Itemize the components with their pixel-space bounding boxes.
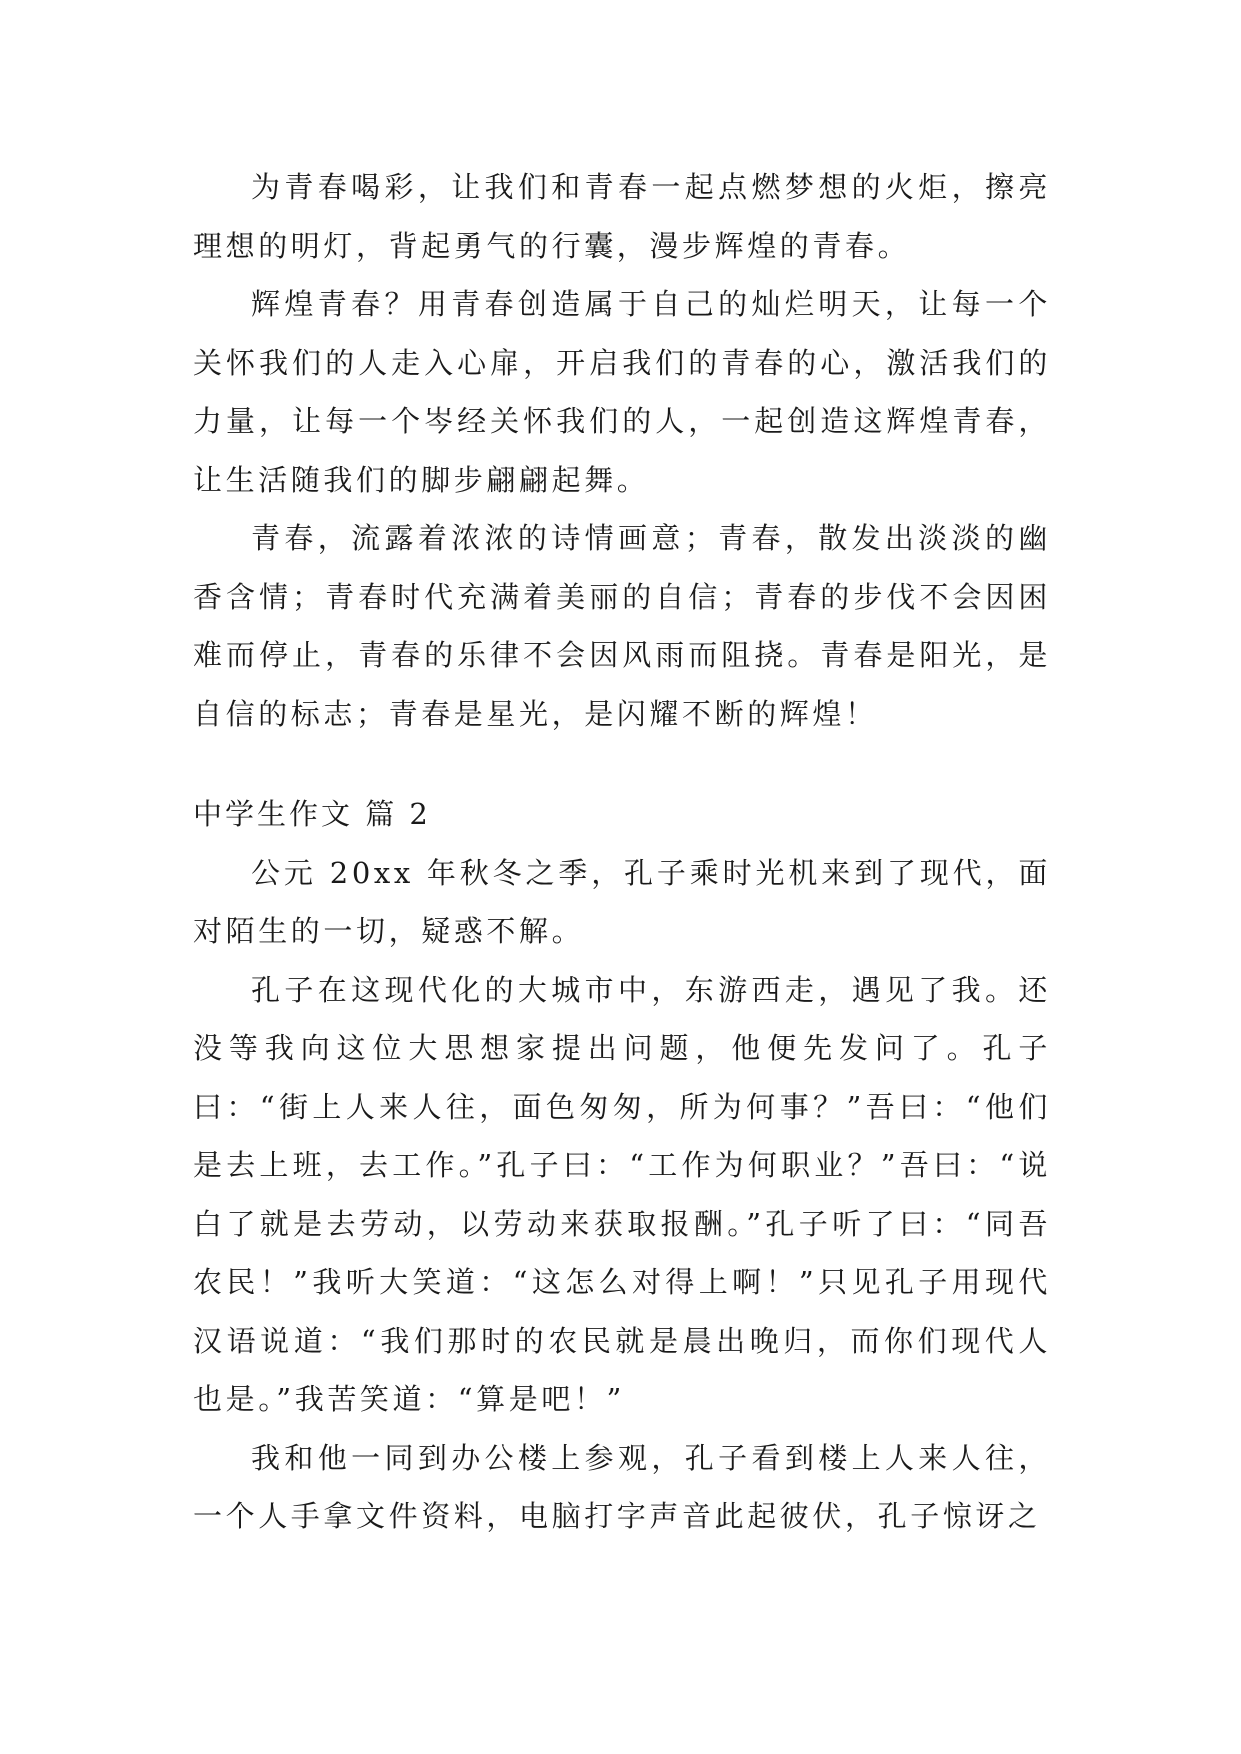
paragraph-youth-cheer: 为青春喝彩，让我们和青春一起点燃梦想的火炬，擦亮理想的明灯，背起勇气的行囊，漫步辉煌的青春。: [193, 170, 1051, 263]
paragraph-youth-poetry: 青春，流露着浓浓的诗情画意；青春，散发出淡淡的幽香含情；青春时代充满着美丽的自信；青春的步伐不会因困难而停止，青春的乐律不会因风雨而阻挠。青春是阳光，是自信的标志；青春是星光，是闪耀不断的辉煌！: [193, 521, 1051, 731]
paragraph-glorious-youth: 辉煌青春？用青春创造属于自己的灿烂明天，让每一个关怀我们的人走入心扉，开启我们的青春的心，激活我们的力量，让每一个岑经关怀我们的人，一起创造这辉煌青春，让生活随我们的脚步翩翩起舞。: [193, 287, 1051, 497]
paragraph-confucius-arrives: 公元 20xx 年秋冬之季，孔子乘时光机来到了现代，面对陌生的一切，疑惑不解。: [193, 855, 1051, 948]
paragraph-confucius-dialogue: 孔子在这现代化的大城市中，东游西走，遇见了我。还没等我向这位大思想家提出问题，他便先发问了。孔子曰：“街上人来人往，面色匆匆，所为何事？”吾曰：“他们是去上班，去工作。”孔子曰：“工作为何职业？”吾曰：“说白了就是去劳动，以劳动来获取报酬。”孔子听了曰：“同吾农民！”我听大笑道：“这怎么对得上啊！”只见孔子用现代汉语说道：“我们那时的农民就是晨出晚归，而你们现代人也是。”我苦笑道：“算是吧！”: [193, 972, 1051, 1416]
document-body: [193, 158, 1051, 1546]
paragraph-office-visit: 我和他一同到办公楼上参观，孔子看到楼上人来人往，一个人手拿文件资料，电脑打字声音此起彼伏，孔子惊讶之: [193, 1440, 1051, 1533]
section-heading: 中学生作文 篇 2: [193, 797, 431, 831]
